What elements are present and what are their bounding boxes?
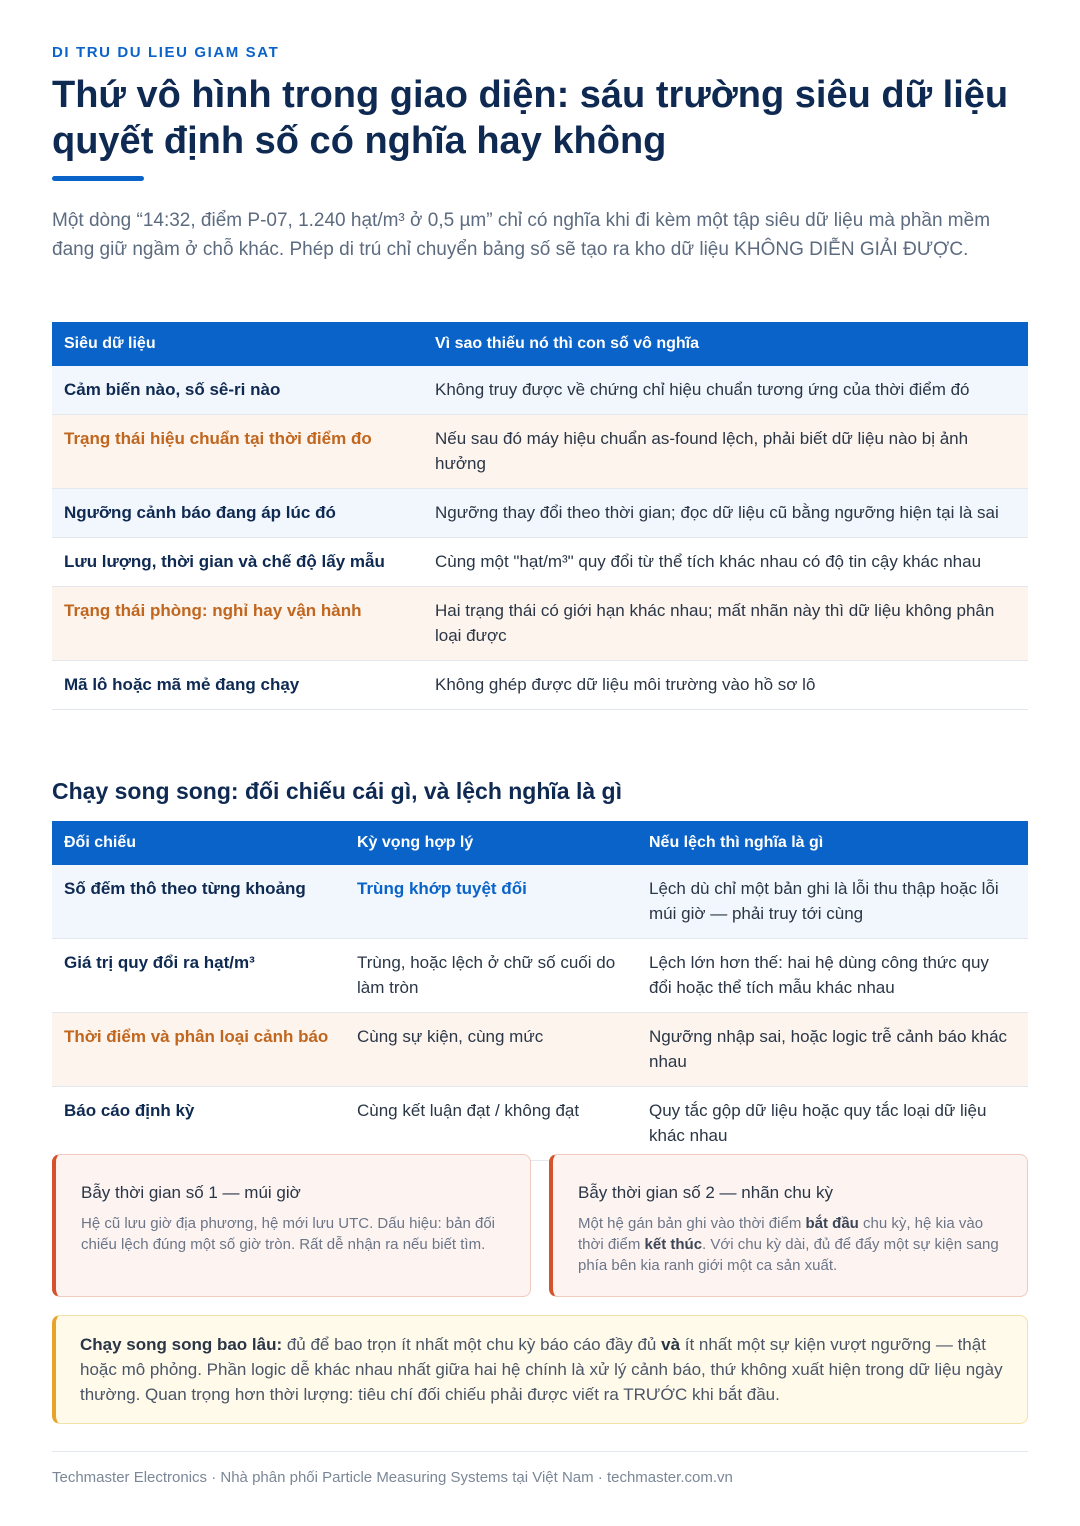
metadata-field: Trạng thái hiệu chuẩn tại thời điểm đo	[52, 415, 423, 489]
callout-body: Hệ cũ lưu giờ địa phương, hệ mới lưu UTC. Dấu hiệu: bản đối chiếu lệch đúng một số giờ tròn. Rất dễ nhận ra nếu biết tìm.	[81, 1215, 496, 1253]
expectation: Cùng kết luận đạt / không đạt	[345, 1087, 637, 1161]
metadata-reason: Nếu sau đó máy hiệu chuẩn as-found lệch, phải biết dữ liệu nào bị ảnh hưởng	[423, 415, 1028, 489]
table-header-row	[52, 322, 1028, 366]
page-title: Thứ vô hình trong giao diện: sáu trường siêu dữ liệu quyết định số có nghĩa hay không	[52, 74, 1009, 162]
eyebrow-label: DI TRU DU LIEU GIAM SAT	[52, 44, 280, 61]
callout-emphasis: bắt đầu	[805, 1215, 859, 1232]
note-text: đủ để bao trọn ít nhất một chu kỳ báo cáo đầy đủ	[282, 1335, 662, 1354]
metadata-reason: Ngưỡng thay đổi theo thời gian; đọc dữ liệu cũ bằng ngưỡng hiện tại là sai	[423, 489, 1028, 538]
callout-body	[578, 1213, 1003, 1276]
metadata-reason: Không ghép được dữ liệu môi trường vào hồ sơ lô	[423, 661, 1028, 710]
reconciliation-table	[52, 821, 1028, 1161]
title-underline	[52, 176, 144, 181]
note-lead: Chạy song song bao lâu:	[80, 1335, 283, 1354]
duration-note	[52, 1315, 1028, 1424]
timezone-trap-callout	[52, 1154, 531, 1297]
table-row	[52, 661, 1028, 710]
footer-divider	[52, 1451, 1028, 1452]
callout-text: Một hệ gán bản ghi vào thời điểm	[578, 1215, 806, 1232]
metadata-field: Mã lô hoặc mã mẻ đang chạy	[52, 661, 423, 710]
table-row	[52, 489, 1028, 538]
callout-title: Bẫy thời gian số 1 — múi giờ	[81, 1183, 301, 1202]
expectation: Trùng khớp tuyệt đối	[345, 865, 637, 939]
expectation: Cùng sự kiện, cùng mức	[345, 1013, 637, 1087]
metadata-field: Trạng thái phòng: nghỉ hay vận hành	[52, 587, 423, 661]
compare-item: Giá trị quy đổi ra hạt/m³	[52, 939, 345, 1013]
compare-item: Báo cáo định kỳ	[52, 1087, 345, 1161]
column-header: Nếu lệch thì nghĩa là gì	[637, 821, 1028, 865]
column-header: Vì sao thiếu nó thì con số vô nghĩa	[423, 322, 1028, 366]
table-row	[52, 415, 1028, 489]
table-row	[52, 1087, 1028, 1161]
cycle-label-trap-callout	[549, 1154, 1028, 1297]
metadata-field: Ngưỡng cảnh báo đang áp lúc đó	[52, 489, 423, 538]
deviation-meaning: Lệch dù chỉ một bản ghi là lỗi thu thập hoặc lỗi múi giờ — phải truy tới cùng	[637, 865, 1028, 939]
callout-text: . Với chu kỳ dài, đủ để đẩy một sự kiện sang phía bên kia ranh giới một ca sản xuất.	[578, 1236, 999, 1274]
column-header: Đối chiếu	[52, 821, 345, 865]
metadata-reason: Không truy được về chứng chỉ hiệu chuẩn tương ứng của thời điểm đó	[423, 366, 1028, 415]
table-row	[52, 538, 1028, 587]
column-header: Kỳ vọng hợp lý	[345, 821, 637, 865]
section-heading: Chạy song song: đối chiếu cái gì, và lệch nghĩa là gì	[52, 778, 622, 804]
table-row	[52, 939, 1028, 1013]
callout-title: Bẫy thời gian số 2 — nhãn chu kỳ	[578, 1183, 833, 1202]
deviation-meaning: Quy tắc gộp dữ liệu hoặc quy tắc loại dữ liệu khác nhau	[637, 1087, 1028, 1161]
metadata-reason: Cùng một "hạt/m³" quy đổi từ thể tích khác nhau có độ tin cậy khác nhau	[423, 538, 1028, 587]
column-header: Siêu dữ liệu	[52, 322, 423, 366]
table-row	[52, 366, 1028, 415]
metadata-reason: Hai trạng thái có giới hạn khác nhau; mất nhãn này thì dữ liệu không phân loại được	[423, 587, 1028, 661]
table-header-row	[52, 821, 1028, 865]
deviation-meaning: Lệch lớn hơn thế: hai hệ dùng công thức quy đổi hoặc thể tích mẫu khác nhau	[637, 939, 1028, 1013]
expectation: Trùng, hoặc lệch ở chữ số cuối do làm tròn	[345, 939, 637, 1013]
table-row	[52, 1013, 1028, 1087]
callout-text: chu kỳ, hệ kia vào thời điểm	[578, 1215, 984, 1253]
metadata-field: Cảm biến nào, số sê-ri nào	[52, 366, 423, 415]
table-row	[52, 587, 1028, 661]
metadata-field: Lưu lượng, thời gian và chế độ lấy mẫu	[52, 538, 423, 587]
metadata-table	[52, 322, 1028, 710]
lead-paragraph: Một dòng “14:32, điểm P-07, 1.240 hạt/m³ ở 0,5 µm” chỉ có nghĩa khi đi kèm một tập siêu dữ liệu mà phần mềm đang giữ ngầm ở chỗ khác. Phép di trú chỉ chuyển bảng số sẽ tạo ra kho dữ liệu KHÔNG DIỄN GIẢI ĐƯỢC.	[52, 210, 991, 260]
compare-item: Thời điểm và phân loại cảnh báo	[52, 1013, 345, 1087]
callout-emphasis: kết thúc	[644, 1236, 703, 1253]
table-row	[52, 865, 1028, 939]
footer-text: Techmaster Electronics · Nhà phân phối Particle Measuring Systems tại Việt Nam · techmaster.com.vn	[52, 1469, 733, 1486]
note-emphasis: và	[661, 1335, 681, 1354]
deviation-meaning: Ngưỡng nhập sai, hoặc logic trễ cảnh báo khác nhau	[637, 1013, 1028, 1087]
note-text: ít nhất một sự kiện vượt ngưỡng — thật hoặc mô phỏng. Phần logic dễ khác nhau nhất giữa hai hệ chính là xử lý cảnh báo, thứ không xuất hiện trong dữ liệu ngày thường. Quan trọng hơn thời lượng: tiêu chí đối chiếu phải được viết ra TRƯỚC khi bắt đầu.	[80, 1335, 1003, 1404]
compare-item: Số đếm thô theo từng khoảng	[52, 865, 345, 939]
